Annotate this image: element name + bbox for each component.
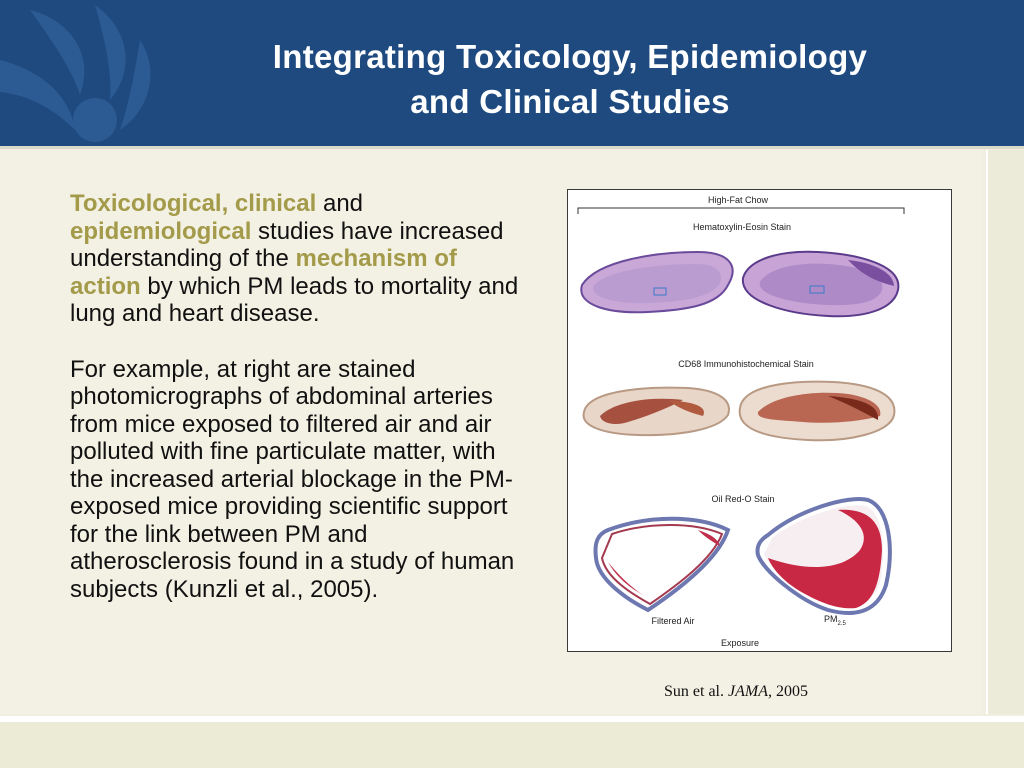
he-pm-section bbox=[743, 252, 899, 317]
slide-title bbox=[150, 34, 990, 124]
caption-journal: JAMA, bbox=[728, 683, 772, 700]
highlight-mechanism: mechanism of action bbox=[70, 245, 457, 300]
label-pm25 bbox=[824, 614, 847, 627]
he-filtered-air-section bbox=[581, 252, 732, 312]
figure-image bbox=[568, 190, 951, 651]
text-segment: by which PM leads to mortality and lung and heart disease. bbox=[70, 272, 519, 327]
body-text bbox=[70, 190, 530, 603]
paragraph-2: For example, at right are stained photomicrographs of abdominal arteries from mice exposed to filtered air and air polluted with fine particulate matter, with the increased arterial blockage in the PM-exposed mice providing scientific support for the link between PM and atherosclerosis found in a study of human subjects (Kunzli et al., 2005). bbox=[70, 355, 515, 603]
stain-label-oil-red: Oil Red-O Stain bbox=[711, 494, 775, 504]
cd68-filtered-air-section bbox=[584, 388, 729, 435]
figure-bracket bbox=[578, 208, 904, 214]
text-segment: and bbox=[316, 190, 364, 217]
title-line-2: and Clinical Studies bbox=[410, 83, 730, 120]
highlight-epidemiological: epidemiological bbox=[70, 217, 252, 245]
figure-top-label: High-Fat Chow bbox=[707, 195, 769, 205]
caption-author: Sun et al. bbox=[664, 683, 728, 700]
stain-label-he: Hematoxylin-Eosin Stain bbox=[692, 222, 792, 232]
oilred-filtered-air-section bbox=[596, 519, 729, 610]
highlight-toxicological: Toxicological, clinical bbox=[70, 190, 317, 217]
slide-footer bbox=[0, 722, 1024, 768]
paragraph-1 bbox=[70, 190, 530, 328]
slide-header bbox=[0, 0, 1024, 146]
title-line-1: Integrating Toxicology, Epidemiology bbox=[272, 38, 868, 75]
stain-label-cd68: CD68 Immunohistochemical Stain bbox=[678, 359, 814, 369]
label-exposure: Exposure bbox=[720, 638, 760, 648]
label-pm-subscript: 2.5 bbox=[837, 621, 846, 627]
photomicrograph-figure bbox=[567, 189, 952, 652]
caption-year: 2005 bbox=[771, 683, 808, 700]
label-pm: PM bbox=[824, 614, 838, 624]
header-divider bbox=[0, 146, 1024, 149]
figure-caption bbox=[664, 683, 864, 701]
label-filtered-air: Filtered Air bbox=[651, 616, 695, 626]
oilred-pm-section bbox=[757, 499, 889, 613]
text-segment: studies have increased understanding of the bbox=[70, 217, 504, 272]
cd68-pm-section bbox=[740, 382, 895, 441]
right-margin-strip bbox=[986, 150, 1024, 714]
